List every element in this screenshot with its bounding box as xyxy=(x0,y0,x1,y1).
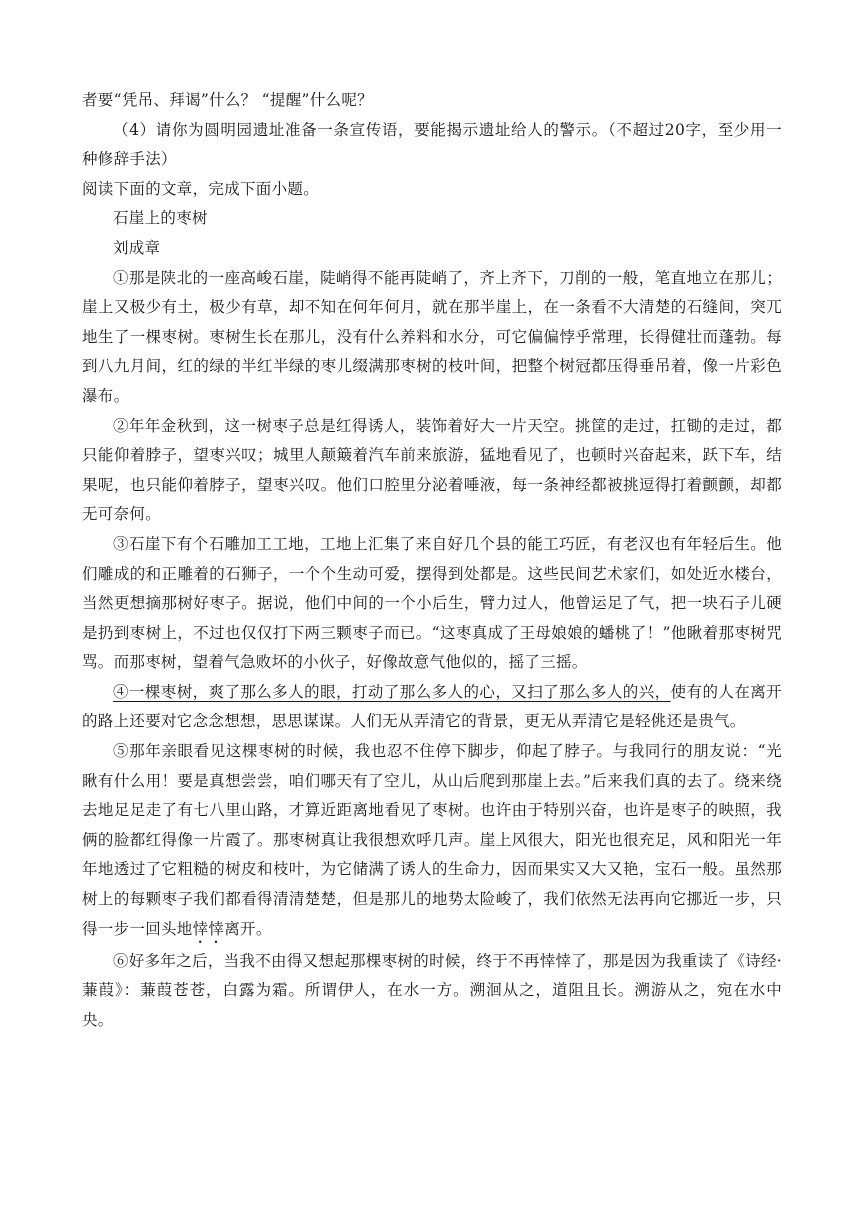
underlined-sentence: ④一棵枣树，爽了那么多人的眼，打动了那么多人的心，又扫了那么多人的兴， xyxy=(113,682,671,701)
document-page xyxy=(82,86,782,1035)
paragraph-4 xyxy=(82,678,782,737)
paragraph-5-after: 离开。 xyxy=(224,919,272,938)
article-author: 刘成章 xyxy=(113,238,161,257)
article-title: 石崖上的枣树 xyxy=(113,209,208,228)
paragraph-4-rest: 使有的人在离开的路上还要对它念念想想，思思谋谋。人们无从弄清它的背景，更无从弄清它是轻佻还是贵气。 xyxy=(82,682,782,731)
reading-instruction: 阅读下面的文章，完成下面小题。 xyxy=(82,179,320,198)
paragraph-3: ③石崖下有个石雕加工工地，工地上汇集了来自好几个县的能工巧匠，有老汉也有年轻后生。他们雕成的和正雕着的石狮子，一个个生动可爱，摆得到处都是。这些民间艺术家们，如处近水楼台，当然更想摘那树好枣子。据说，他们中间的一个小后生，臂力过人，他曾运足了气，把一块石子儿硬是扔到枣树上，不过也仅仅打下两三颗枣子而已。“这枣真成了王母娘娘的蟠桃了！”他瞅着那枣树咒骂。而那枣树，望着气急败坏的小伙子，好像故意气他似的，摇了三摇。 xyxy=(82,534,782,672)
question-4: （4）请你为圆明园遗址准备一条宣传语，要能揭示遗址给人的警示。（不超过20字，至少用一种修辞手法） xyxy=(82,120,782,169)
question-tail: 者要“凭吊、拜谒”什么？ “提醒”什么呢？ xyxy=(82,91,373,109)
paragraph-5-before: ⑤那年亲眼看见这棵枣树的时候，我也忍不住停下脚步，仰起了脖子。与我同行的朋友说：“光瞅有什么用！要是真想尝尝，咱们哪天有了空儿，从山后爬到那崖上去。”后来我们真的去了。绕来绕去地足足走了有七八里山路，才算近距离地看见了枣树。也许由于特别兴奋，也许是枣子的映照，我俩的脸都红得像一片霞了。那枣树真让我很想欢呼几声。崖上风很大，阳光也很充足，风和阳光一年年地透过了它粗糙的树皮和枝叶，为它储满了诱人的生命力，因而果实又大又艳，宝石一般。虽然那树上的每颗枣子我们都看得清清楚楚，但是那儿的地势太险峻了，我们依然无法再向它挪近一步，只得一步一回头地 xyxy=(82,742,782,938)
paragraph-5 xyxy=(82,737,782,947)
paragraph-1: ①那是陕北的一座高峻石崖，陡峭得不能再陡峭了，齐上齐下，刀削的一般，笔直地立在那儿；崖上又极少有土，极少有草，却不知在何年何月，就在那半崖上，在一条看不大清楚的石缝间，突兀地生了一棵枣树。枣树生长在那儿，没有什么养料和水分，可它偏偏悖乎常理，长得健壮而蓬勃。每到八九月间，红的绿的半红半绿的枣儿缀满那枣树的枝叶间，把整个树冠都压得垂吊着，像一片彩色瀑布。 xyxy=(82,268,782,405)
paragraph-6: ⑥好多年之后，当我不由得又想起那棵枣树的时候，终于不再悻悻了，那是因为我重读了《诗经·蒹葭》：蒹葭苍苍，白露为霜。所谓伊人，在水一方。溯洄从之，道阻且长。溯游从之，宛在水中央。 xyxy=(82,951,782,1029)
emphasized-word: 悻悻 xyxy=(192,919,225,938)
paragraph-2: ②年年金秋到，这一树枣子总是红得诱人，装饰着好大一片天空。挑筐的走过，扛锄的走过，都只能仰着脖子，望枣兴叹；城里人颠簸着汽车前来旅游，猛地看见了，也顿时兴奋起来，跃下车，结果呢，也只能仰着脖子，望枣兴叹。他们口腔里分泌着唾液，每一条神经都被挑逗得打着颤颤，却都无可奈何。 xyxy=(82,416,782,524)
